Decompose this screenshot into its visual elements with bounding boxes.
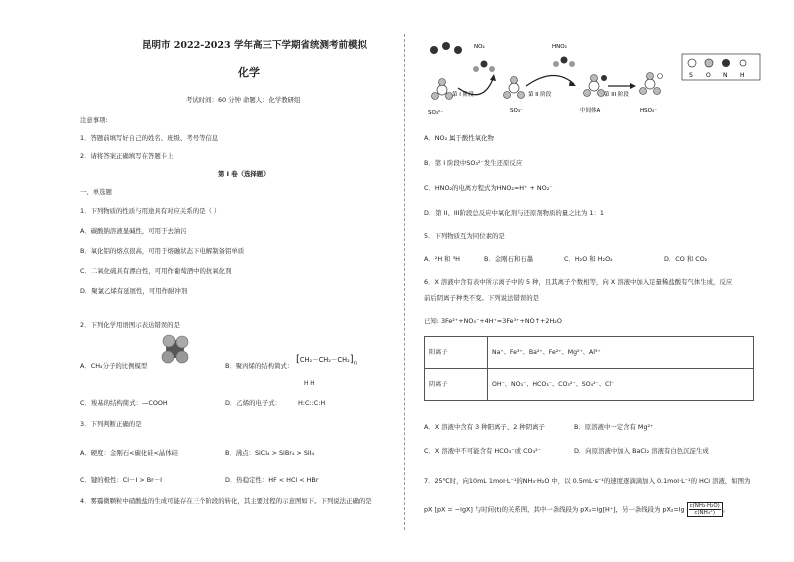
q5-option-d: D．CO 和 CO₂	[664, 255, 708, 263]
q4-option-c: C．HNO₂的电离方程式为HNO₂=H⁺ + NO₂⁻	[424, 184, 553, 192]
exam-info: 考试时间：60 分钟 命题人：化学教研组	[186, 96, 301, 104]
q6-option-c: C．X 溶液中不可能含有 HCO₃⁻或 CO₃²⁻	[424, 447, 542, 455]
note-1: 1．答题前填写好自己的姓名、班级、考号等信息	[80, 134, 219, 142]
stage2-label: 第 II 阶段	[528, 92, 552, 98]
legend-o: O	[706, 72, 711, 79]
section-part: 一、单选题	[80, 188, 112, 196]
q4-option-b: B．第 I 阶段中SO₃²⁻发生还原反应	[424, 159, 523, 167]
hno2-label: HNO₂	[552, 44, 567, 50]
exam-title: 昆明市 2022-2023 学年高三下学期省统测考前模拟	[142, 40, 367, 51]
legend-s: S	[689, 72, 693, 79]
legend-o-symbol	[705, 59, 713, 67]
table-row	[425, 337, 754, 369]
q7-fraction-denominator: c(NH₄⁺)	[694, 510, 716, 516]
q4-option-d: D．第 II、III阶段总反应中氧化剂与还原剂物质的量之比为 1：1	[424, 209, 604, 217]
q7-fraction-box	[687, 502, 723, 517]
q3-option-c: C．键的极性：Cl－I > Br－I	[80, 476, 163, 484]
hso4-label: HSO₄⁻	[640, 108, 658, 114]
legend-h-symbol	[740, 60, 746, 66]
so3-label-stage1: SO₃²⁻	[428, 110, 444, 116]
section-title: 第 I 卷（选择题）	[218, 170, 270, 178]
legend-n-symbol	[722, 59, 730, 67]
q2-option-a: A．CH₄分子的比例模型	[80, 362, 148, 370]
ethylene-h-top: H H	[304, 381, 315, 387]
stage1-label: 第 I 阶段	[452, 92, 474, 98]
anion-values: OH⁻、NO₃⁻、HCO₃⁻、CO₃²⁻、SO₄²⁻、Cl⁻	[488, 369, 754, 401]
ion-table	[424, 336, 754, 401]
so3-cluster-stage1	[430, 42, 462, 100]
q4-option-a: A．NO₂ 属于酸性氧化物	[424, 134, 494, 142]
q7-fraction	[689, 503, 721, 516]
legend-s-symbol	[688, 59, 696, 67]
stage2-arrow	[526, 75, 574, 86]
q5-stem: 5．下列物质互为同位素的是	[424, 232, 505, 240]
q3-stem: 3．下列判断正确的是	[80, 420, 142, 428]
q3-option-b: B．沸点：SiCl₄ > SiBr₄ > SiI₄	[225, 449, 315, 457]
q1-stem: 1．下列物质的性质与用途具有对应关系的是（ ）	[80, 207, 221, 215]
cation-label: 阳离子	[425, 337, 488, 369]
q1-option-d: D．聚氯乙烯有延展性，可用作耐冲剂	[80, 287, 188, 295]
legend-h: H	[740, 72, 745, 79]
q4-stem: 4．雾霾微颗粒中硝酸盐的生成可能存在三个阶段的转化，其主要过程的示意图如下。下列说法正确的是	[80, 497, 372, 505]
notes-heading: 注意事项:	[80, 116, 108, 124]
q2-option-b-formula: $[CH_2-CH_2-CH_2]_n$	[296, 354, 358, 367]
q2-option-d-label: D．乙烯的电子式：	[225, 399, 282, 407]
q7-fraction-numerator: c(NH₃·H₂O)	[689, 503, 720, 509]
q6-option-d: D．向原溶液中加入 BaCl₂ 溶液有白色沉淀生成	[574, 447, 709, 455]
table-row	[425, 369, 754, 401]
q3-option-d: D．热稳定性：HF < HCl < HBr	[225, 476, 319, 484]
anion-label: 阴离子	[425, 369, 488, 401]
q2-option-c: C．羧基的结构简式：—COOH	[80, 399, 168, 407]
q5-option-b: B．金刚石和石墨	[484, 255, 534, 263]
q3-option-a: A．硬度：金刚石<碳化硅<晶体硅	[80, 449, 179, 457]
no2-label: NO₂	[474, 44, 485, 50]
q2-option-b-label: B．聚丙烯的结构简式：	[225, 362, 294, 370]
intermediate-label: 中间体A	[580, 108, 601, 114]
note-2: 2．请将答案正确填写在答题卡上	[80, 152, 174, 160]
q2-stem: 2．下列化学用语图示表达错误的是	[80, 321, 180, 329]
q7-line1: 7．25℃时，向10mL 1mol·L⁻¹的NH₃·H₂O 中，以 0.5mL·s⁻¹的速度逐滴滴加入 0.1mol·L⁻¹的 HCl 溶液，如图为	[424, 477, 751, 485]
q1-option-a: A．碳酸钠溶液显碱性，可用于去油污	[80, 227, 187, 235]
q6-stem-line1: 6．X 溶液中含有表中所示离子中的 5 种，且其离子个数相等，向 X 溶液中加入足量稀盐酸有气体生成，反应	[424, 278, 733, 286]
so3-label-stage2: SO₃⁻	[510, 108, 523, 114]
nitrate-formation-diagram	[424, 36, 764, 122]
polymer-subscript: n	[353, 360, 358, 367]
q7-line2: pX [pX = −lgX] 与时间(t)的关系图，其中一条线段为 pX₁=lg[H⁺]，另一条线段为 pX₂=lg $\frac{\text{c(NH₃·H₂O)}}{\text{c(NH₄⁺)}}$ 。	[424, 503, 730, 516]
q7-line2-text: pX [pX = −lgX] 与时间(t)的关系图，其中一条线段为 pX₁=lg[H⁺]，另一条线段为 pX₂=lg	[424, 505, 685, 514]
q5-option-a: A．²H 和 ³H	[424, 255, 460, 263]
q1-option-c: C．二氧化硫具有漂白性，可用作葡萄酒中的抗氧化剂	[80, 267, 232, 275]
cation-values: Na⁺、Fe³⁺、Ba²⁺、Fe²⁺、Mg²⁺、Al³⁺	[488, 337, 754, 369]
subject-title: 化学	[238, 66, 260, 79]
stage3-label: 第 III 阶段	[604, 92, 629, 98]
q6-option-b: B．原溶液中一定含有 Mg²⁺	[574, 423, 654, 431]
q6-option-a: A．X 溶液中含有 3 种阳离子、2 种阴离子	[424, 423, 545, 431]
ch4-space-filling-model	[158, 333, 192, 365]
ethylene-electron-formula: H:C::C:H	[298, 399, 326, 407]
q5-option-c: C．H₂O 和 H₂O₂	[564, 255, 613, 263]
column-divider	[404, 34, 405, 530]
polymer-repeat-unit: CH₂－CH₂－CH₂	[299, 356, 350, 364]
atom-legend	[682, 54, 760, 80]
q6-stem-line2: 前后阴离子种类不变。下列说法错误的是	[424, 294, 540, 302]
q6-known: 已知: 3Fe²⁺+NO₃⁻+4H⁺=3Fe³⁺+NO↑+2H₂O	[424, 317, 562, 325]
q1-option-b: B．氧化铝的熔点很高，可用于熔融状态下电解制备铝单质	[80, 247, 245, 255]
legend-n: N	[723, 72, 728, 79]
